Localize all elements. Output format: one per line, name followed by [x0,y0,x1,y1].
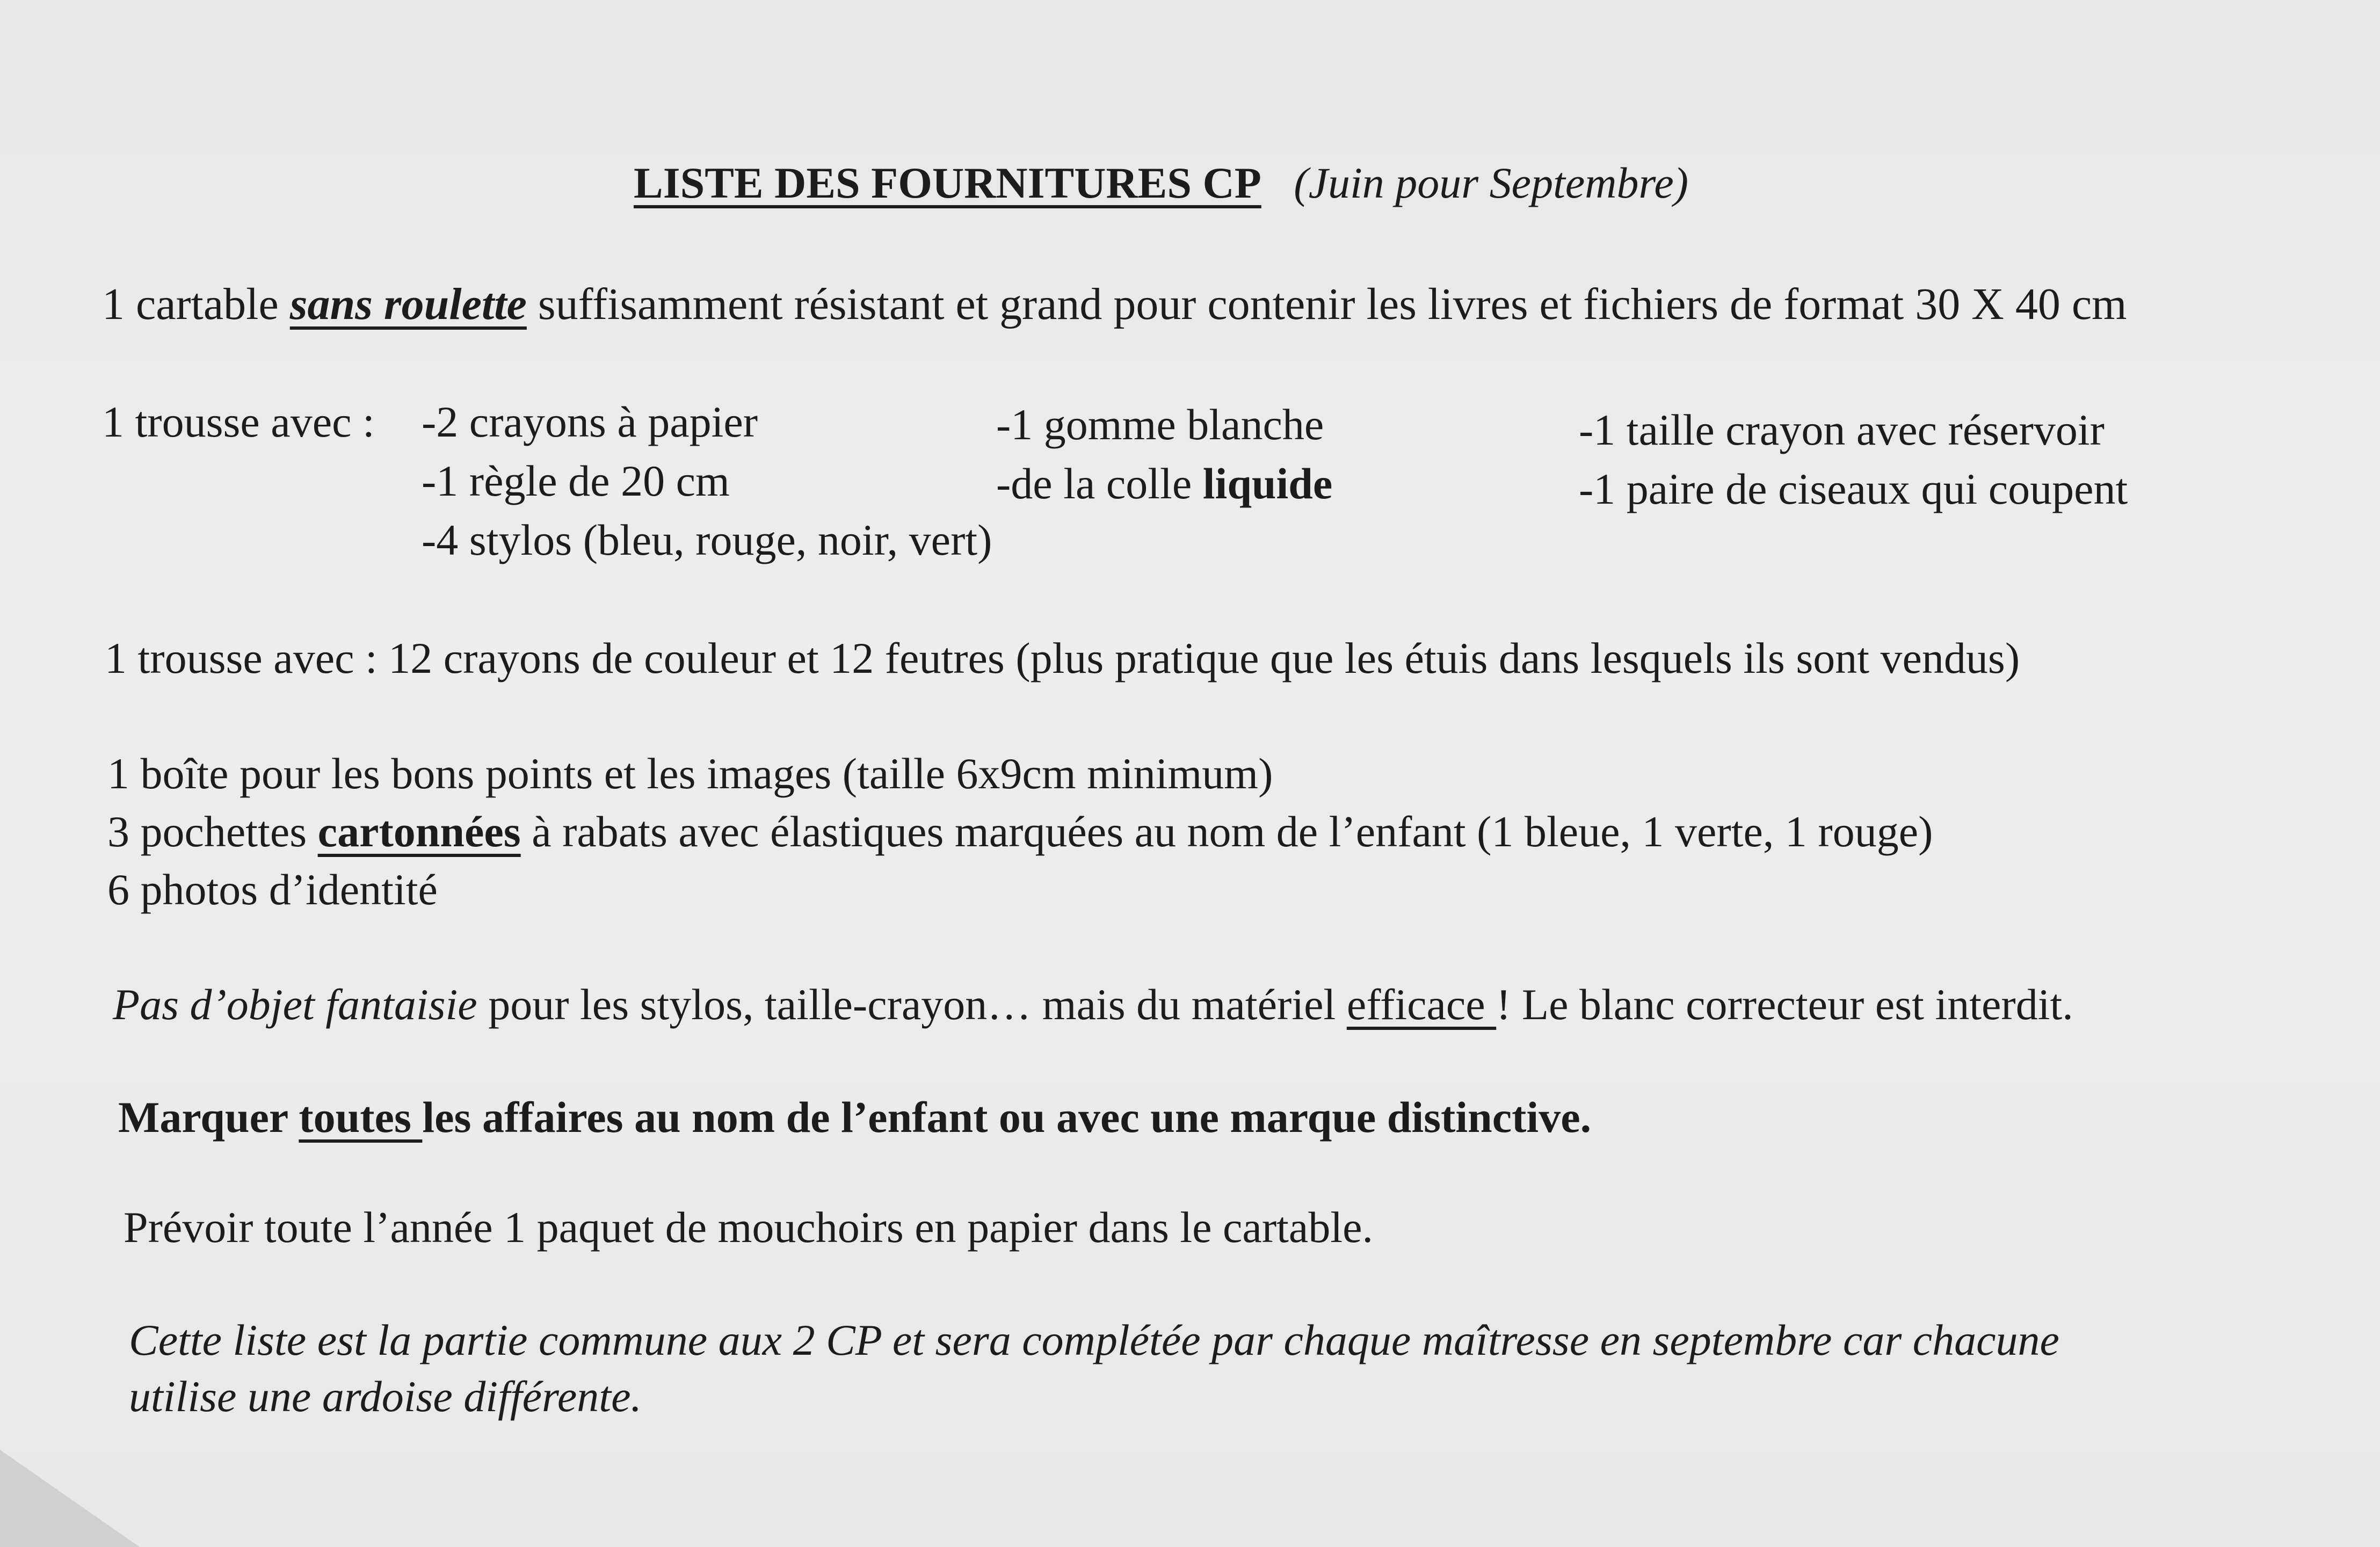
item-trousse2: 1 trousse avec : 12 crayons de couleur et 12 feutres (plus pratique que les étuis dans lesquels ils sont vendus) [105,634,2020,682]
item-photos: 6 photos d’identité [107,865,438,914]
marquer-prefix: Marquer [118,1093,299,1142]
note-marquer [118,1093,1592,1142]
cartable-prefix: 1 cartable [102,279,290,329]
note-fantaisie [113,980,2073,1029]
fantaisie-underlined: efficace [1346,980,1497,1029]
pochettes-bold: cartonnées [317,807,521,856]
title-note: (Juin pour Septembre) [1294,158,1689,207]
pochettes-prefix: 3 pochettes [107,807,318,856]
trousse1-item-gomme: -1 gomme blanche [996,400,1324,449]
note-commune-line2: utilise une ardoise différente. [129,1372,642,1421]
item-pochettes [107,807,1933,856]
document-title [634,158,1689,207]
colle-prefix: -de la colle [996,459,1203,508]
fantaisie-mid: pour les stylos, taille-crayon… mais du matériel [477,980,1347,1029]
trousse1-label: 1 trousse avec : [102,397,375,446]
trousse1-item-crayons: -2 crayons à papier [422,397,758,446]
marquer-suffix: les affaires au nom de l’enfant ou avec une marque distinctive. [422,1093,1592,1142]
trousse1-item-stylos: -4 stylos (bleu, rouge, noir, vert) [422,515,992,564]
marquer-underlined: toutes [299,1093,423,1142]
item-cartable [102,279,2127,329]
fantaisie-italic: Pas d’objet fantaisie [113,980,477,1029]
trousse1-item-colle [996,459,1333,508]
page-shadow-corner [0,1450,140,1547]
item-boite: 1 boîte pour les bons points et les images (taille 6x9cm minimum) [107,749,1273,798]
colle-bold: liquide [1202,459,1333,508]
pochettes-suffix: à rabats avec élastiques marquées au nom de l’enfant (1 bleue, 1 verte, 1 rouge) [520,807,1933,856]
trousse1-item-ciseaux: -1 paire de ciseaux qui coupent [1579,464,2128,513]
note-mouchoirs: Prévoir toute l’année 1 paquet de mouchoirs en papier dans le cartable. [124,1203,1373,1252]
trousse1-item-taille-crayon: -1 taille crayon avec réservoir [1579,405,2105,454]
note-commune-line1: Cette liste est la partie commune aux 2 CP et sera complétée par chaque maîtresse en septembre car chacune [129,1316,2059,1364]
cartable-suffix: suffisamment résistant et grand pour contenir les livres et fichiers de format 30 X 40 cm [526,279,2127,329]
fantaisie-end: ! Le blanc correcteur est interdit. [1496,980,2073,1029]
trousse1-item-regle: -1 règle de 20 cm [422,456,730,505]
title-main: LISTE DES FOURNITURES CP [634,158,1261,207]
cartable-emphasis: sans roulette [289,279,527,329]
